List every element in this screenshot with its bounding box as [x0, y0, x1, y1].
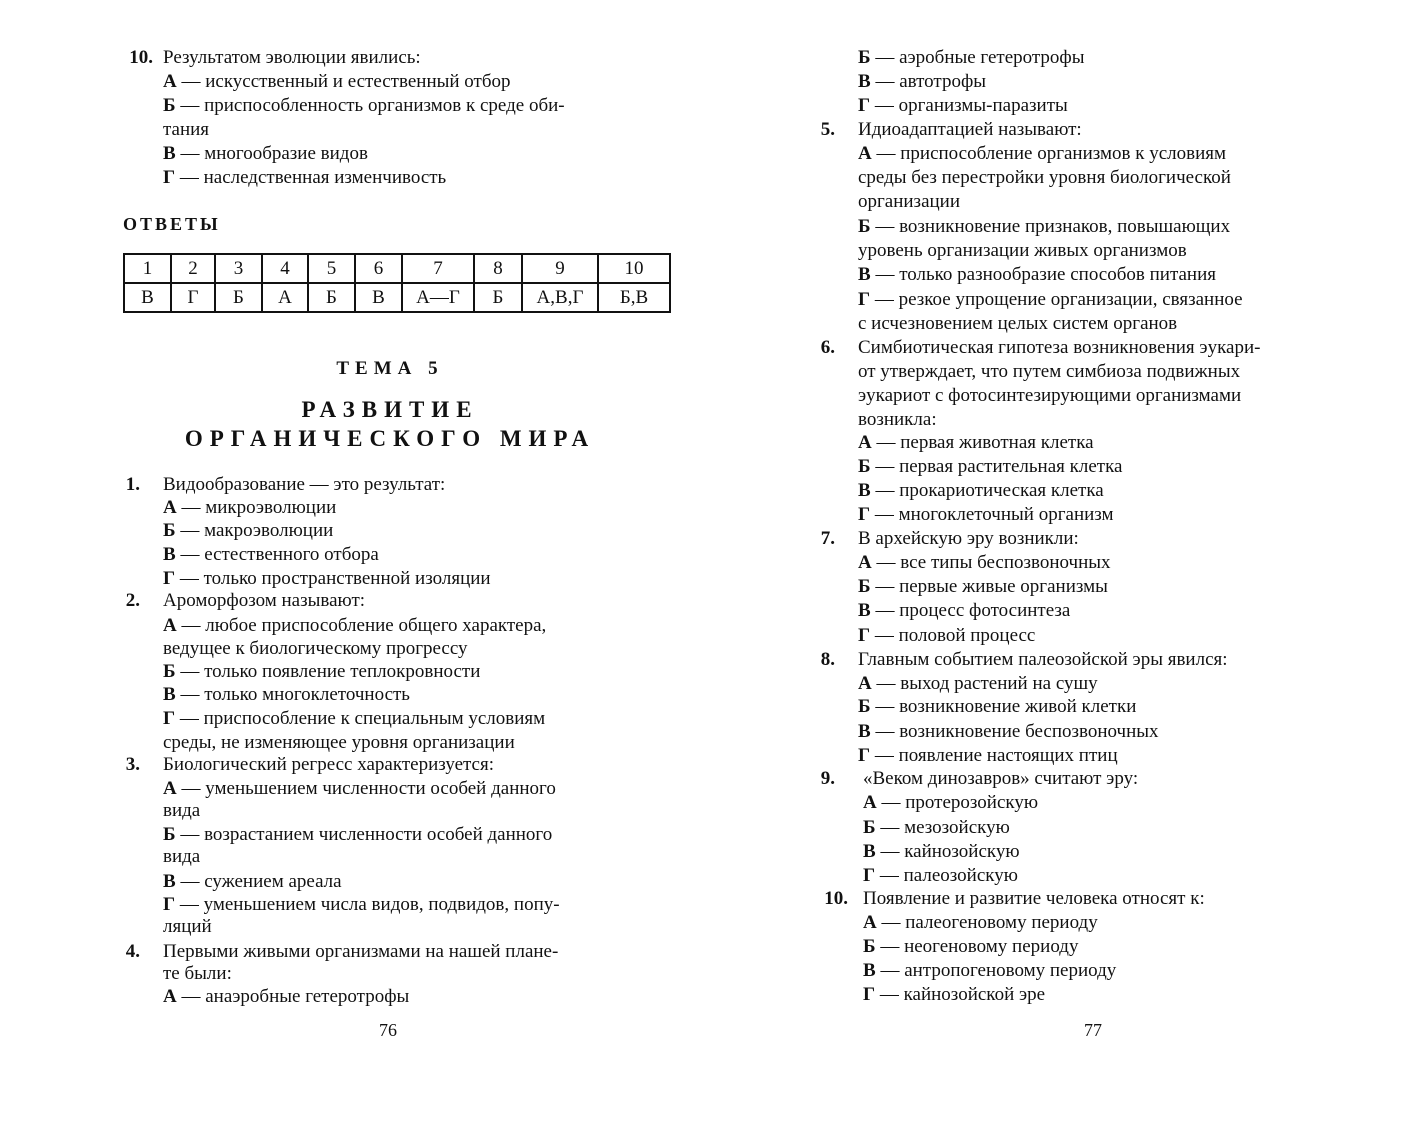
- answer-number-cell: 10: [598, 254, 670, 283]
- option-v: В — сужением ареала: [163, 871, 342, 892]
- answer-number-cell: 6: [355, 254, 402, 283]
- answer-number-cell: 9: [522, 254, 598, 283]
- option-a-cont: ведущее к биологическому прогрессу: [163, 638, 468, 659]
- option-b-cont: тания: [163, 119, 210, 140]
- option-a-cont: вида: [163, 800, 201, 821]
- question-text: Ароморфозом называют:: [163, 590, 366, 611]
- answer-value-cell: В: [124, 283, 171, 312]
- question-text-cont: те были:: [163, 963, 232, 984]
- option-b: Б — макроэволюции: [163, 520, 334, 541]
- option-g: Г — половой процесс: [858, 625, 1036, 646]
- question-text: Появление и развитие человека относят к:: [863, 888, 1205, 909]
- option-a: А — искусственный и естественный отбор: [163, 71, 511, 92]
- answer-value-cell: А,В,Г: [522, 283, 598, 312]
- option-a: А — анаэробные гетеротрофы: [163, 986, 410, 1007]
- option-b: Б — неогеновому периоду: [863, 936, 1079, 957]
- option-a: А — палеогеновому периоду: [863, 912, 1098, 933]
- option-g: Г — организмы-паразиты: [858, 95, 1068, 116]
- option-a: А — все типы беспозвоночных: [858, 552, 1111, 573]
- option-b: Б — мезозойскую: [863, 817, 1010, 838]
- question-number: 10.: [824, 888, 848, 909]
- question-number: 3.: [125, 754, 140, 775]
- question-text: «Веком динозавров» считают эру:: [863, 768, 1139, 789]
- option-b: Б — только появление теплокровности: [163, 661, 481, 682]
- answer-value-cell: Б,В: [598, 283, 670, 312]
- option-g: Г — резкое упрощение организации, связанное: [858, 289, 1243, 310]
- option-g-cont: ляций: [163, 916, 212, 937]
- answer-number-cell: 3: [215, 254, 262, 283]
- answer-value-cell: А—Г: [402, 283, 474, 312]
- question-number: 10.: [129, 47, 153, 68]
- option-g-cont: с исчезновением целых систем органов: [858, 313, 1178, 334]
- option-v: В — антропогеновому периоду: [863, 960, 1117, 981]
- question-text: Первыми живыми организмами на нашей плане-: [163, 941, 559, 962]
- option-g: Г — палеозойскую: [863, 865, 1018, 886]
- answer-value-cell: Г: [171, 283, 215, 312]
- question-text-cont: от утверждает, что путем симбиоза подвижных: [858, 361, 1241, 382]
- question-text: В архейскую эру возникли:: [858, 528, 1079, 549]
- option-g: Г — наследственная изменчивость: [163, 167, 447, 188]
- question-text: Результатом эволюции явились:: [163, 47, 421, 68]
- option-b: Б — первые живые организмы: [858, 576, 1108, 597]
- theme-title-line-2: ОРГАНИЧЕСКОГО МИРА: [184, 426, 596, 451]
- answer-value-cell: Б: [215, 283, 262, 312]
- answers-table: [123, 253, 671, 313]
- answers-number-row: [124, 254, 670, 283]
- option-v: В — кайнозойскую: [863, 841, 1020, 862]
- answer-number-cell: 1: [124, 254, 171, 283]
- option-a: А — уменьшением численности особей данного: [163, 778, 556, 799]
- question-number: 6.: [820, 337, 835, 358]
- answer-number-cell: 4: [262, 254, 308, 283]
- answers-value-row: [124, 283, 670, 312]
- option-b: Б — возникновение признаков, повышающих: [858, 216, 1231, 237]
- option-g: Г — многоклеточный организм: [858, 504, 1114, 525]
- option-g: Г — только пространственной изоляции: [163, 568, 491, 589]
- option-a: А — протерозойскую: [863, 792, 1039, 813]
- question-text-cont: эукариот с фотосинтезирующими организмами: [858, 385, 1242, 406]
- option-g: Г — кайнозойской эре: [863, 984, 1046, 1005]
- option-v: В — многообразие видов: [163, 143, 368, 164]
- question-number: 4.: [125, 941, 140, 962]
- answer-value-cell: В: [355, 283, 402, 312]
- answer-value-cell: Б: [308, 283, 355, 312]
- theme-title: [0, 395, 780, 453]
- option-v: В — процесс фотосинтеза: [858, 600, 1071, 621]
- page-number: 77: [1084, 1020, 1102, 1040]
- answers-heading: ОТВЕТЫ: [123, 214, 221, 234]
- answer-number-cell: 8: [474, 254, 522, 283]
- option-a: А — первая животная клетка: [858, 432, 1094, 453]
- theme-label: ТЕМА 5: [336, 358, 444, 379]
- question-text: Главным событием палеозойской эры явился:: [858, 649, 1228, 670]
- option-b: Б — возникновение живой клетки: [858, 696, 1137, 717]
- theme-title-line-1: РАЗВИТИЕ: [301, 397, 479, 422]
- option-g: Г — уменьшением числа видов, подвидов, попу-: [163, 894, 560, 915]
- option-a: А — любое приспособление общего характера,: [163, 615, 547, 636]
- question-number: 7.: [820, 528, 835, 549]
- question-text: Идиоадаптацией называют:: [858, 119, 1082, 140]
- option-v: В — прокариотическая клетка: [858, 480, 1104, 501]
- option-b-cont: уровень организации живых организмов: [858, 240, 1187, 261]
- question-text: Видообразование — это результат:: [163, 474, 446, 495]
- option-v: В — автотрофы: [858, 71, 987, 92]
- question-number: 8.: [820, 649, 835, 670]
- question-number: 1.: [125, 474, 140, 495]
- question-text: Симбиотическая гипотеза возникновения эукари-: [858, 337, 1261, 358]
- right-page: [713, 0, 1426, 1138]
- answer-number-cell: 7: [402, 254, 474, 283]
- question-text: Биологический регресс характеризуется:: [163, 754, 495, 775]
- option-g: Г — приспособление к специальным условиям: [163, 708, 546, 729]
- option-a: А — приспособление организмов к условиям: [858, 143, 1227, 164]
- option-a-cont: среды без перестройки уровня биологической: [858, 167, 1231, 188]
- option-v: В — возникновение беспозвоночных: [858, 721, 1159, 742]
- option-v: В — только разнообразие способов питания: [858, 264, 1216, 285]
- option-b: Б — первая растительная клетка: [858, 456, 1123, 477]
- answer-value-cell: А: [262, 283, 308, 312]
- option-b: Б — аэробные гетеротрофы: [858, 47, 1085, 68]
- answer-value-cell: Б: [474, 283, 522, 312]
- option-b-cont: вида: [163, 846, 201, 867]
- question-number: 2.: [125, 590, 140, 611]
- option-g-cont: среды, не изменяющее уровня организации: [163, 732, 515, 753]
- option-a: А — выход растений на сушу: [858, 673, 1098, 694]
- question-number: 9.: [820, 768, 835, 789]
- option-b: Б — возрастанием численности особей данного: [163, 824, 553, 845]
- question-text-cont: возникла:: [858, 409, 937, 430]
- answer-number-cell: 5: [308, 254, 355, 283]
- option-g: Г — появление настоящих птиц: [858, 745, 1118, 766]
- option-a-cont: организации: [858, 191, 961, 212]
- option-v: В — естественного отбора: [163, 544, 379, 565]
- option-a: А — микроэволюции: [163, 497, 337, 518]
- question-number: 5.: [820, 119, 835, 140]
- page-number: 76: [379, 1020, 397, 1040]
- option-v: В — только многоклеточность: [163, 684, 410, 705]
- option-b: Б — приспособленность организмов к среде оби-: [163, 95, 565, 116]
- answer-number-cell: 2: [171, 254, 215, 283]
